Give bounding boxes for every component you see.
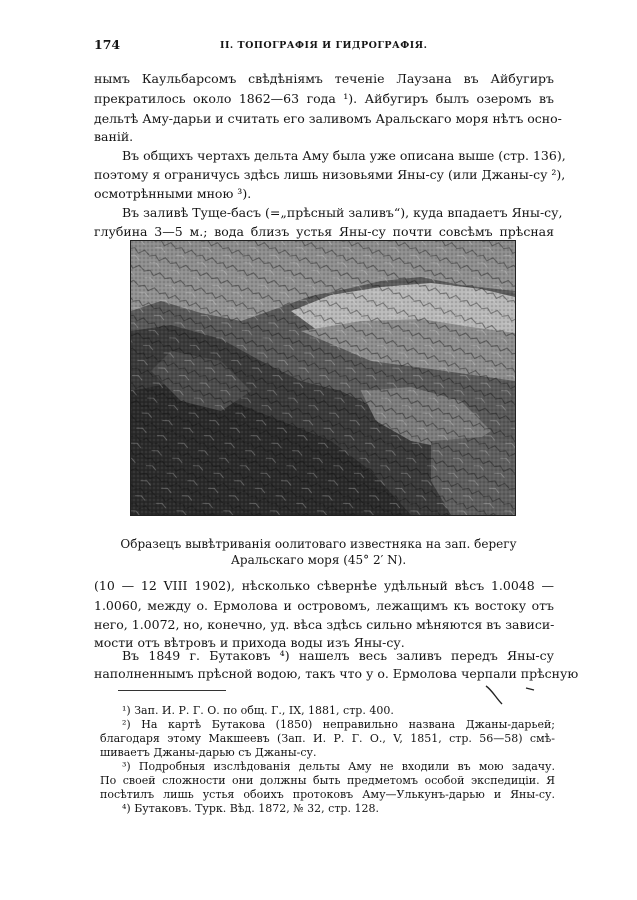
body-line: осмотрѣнными мною ³).	[94, 186, 252, 201]
footnote: ⁴) Бутаковъ. Турк. Вѣд. 1872, № 32, стр. 128.	[122, 802, 379, 815]
body-line: (10 — 12 VIII 1902), нѣсколько сѣвернѣе удѣльный вѣсъ 1.0048 —	[94, 578, 554, 593]
footnote: ³) Подробныя изслѣдованія дельты Аму не входили въ мою задачу.	[122, 760, 555, 773]
rock-photograph	[130, 240, 516, 516]
body-line: прекратилось около 1862—63 года ¹). Айбугиръ былъ озеромъ въ	[94, 91, 554, 106]
footnote-rule	[118, 690, 226, 691]
body-line: мости отъ вѣтровъ и прихода воды изъ Яны-су.	[94, 635, 405, 650]
rock-photo-illustration	[131, 241, 515, 515]
footnote: благодаря этому Макшеевъ (Зап. И. Р. Г. О., V, 1851, стр. 56—58) смѣ-	[100, 732, 555, 745]
body-line: 1.0060, между о. Ермолова и островомъ, лежащимъ къ востоку отъ	[94, 598, 554, 613]
footnote: ¹) Зап. И. Р. Г. О. по общ. Г., IX, 1881, стр. 400.	[122, 704, 394, 717]
body-line: ваній.	[94, 129, 134, 144]
body-line: наполненнымъ прѣсной водою, такъ что у о. Ермолова черпали прѣсную	[94, 666, 579, 681]
footnote: По своей сложности они должны быть предметомъ особой экспедиціи. Я	[100, 774, 555, 787]
footnote: посѣтилъ лишь устья обоихъ протоковъ Аму—Улькунъ-дарью и Яны-су.	[100, 788, 555, 801]
figure-caption: Образецъ вывѣтриванія оолитоваго известняка на зап. берегу	[120, 537, 517, 551]
body-line: дельтѣ Аму-дарьи и считать его заливомъ Аральскаго моря нѣтъ осно-	[94, 111, 562, 126]
body-line-indent: Въ общихъ чертахъ дельта Аму была уже описана выше (стр. 136),	[122, 148, 566, 163]
body-line: нымъ Каульбарсомъ свѣдѣніямъ теченіе Лаузана въ Айбугиръ	[94, 71, 554, 86]
footnote: ²) На картѣ Бутакова (1850) неправильно названа Джаны-дарьей;	[122, 718, 555, 731]
body-line: поэтому я ограничусь здѣсь лишь низовьями Яны-су (или Джаны-су ²),	[94, 167, 566, 182]
body-line: него, 1.0072, но, конечно, уд. вѣса здѣсь сильно мѣняются въ зависи-	[94, 617, 555, 632]
running-head: II. ТОПОГРАФІЯ И ГИДРОГРАФІЯ.	[220, 40, 428, 51]
body-line: глубина 3—5 м.; вода близъ устья Яны-су почти совсѣмъ прѣсная	[94, 224, 554, 239]
body-line-indent: Въ заливѣ Туще-басъ (=„прѣсный заливъ“), куда впадаетъ Яны-су,	[122, 205, 563, 220]
page-number: 174	[94, 37, 121, 52]
body-line-indent: Въ 1849 г. Бутаковъ ⁴) нашелъ весь заливъ передъ Яны-су	[122, 648, 554, 663]
figure-caption: Аральскаго моря (45° 2′ N).	[230, 553, 407, 567]
footnote: шиваетъ Джаны-дарью съ Джаны-су.	[100, 746, 317, 759]
